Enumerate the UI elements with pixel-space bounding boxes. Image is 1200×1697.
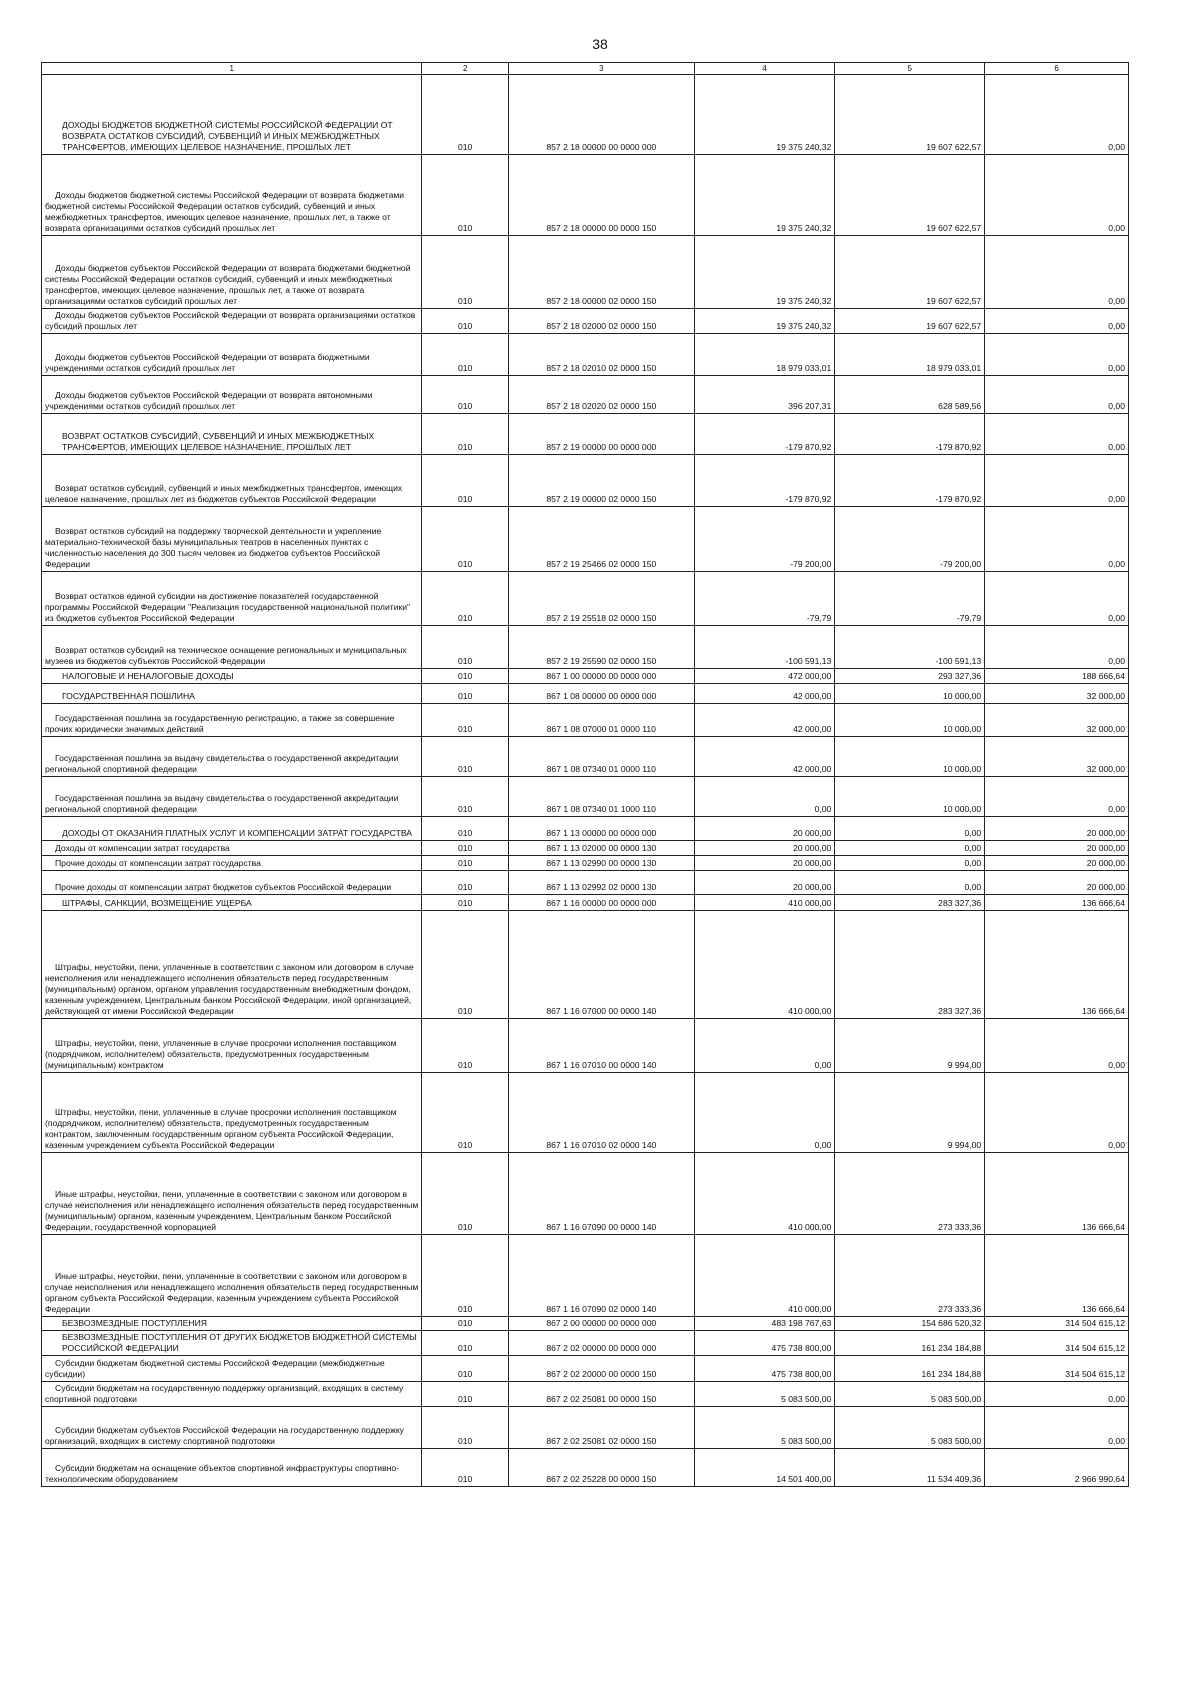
approved-amount-cell: 20 000,00: [694, 871, 835, 895]
budget-code-cell: 857 2 19 25590 02 0000 150: [509, 626, 695, 669]
header-row: [42, 63, 1129, 75]
unexecuted-amount-cell: 0,00: [985, 376, 1129, 414]
income-name-cell: Штрафы, неустойки, пени, уплаченные в случае просрочки исполнения поставщиком (подрядчиком, исполнителем) обязательств, предусмотренных государственным контрактом, заключенным государственным органом субъекта Российской Федерации, казенным учреждением субъекта Российской Федерации: [42, 1073, 422, 1153]
unexecuted-amount-cell: 32 000,00: [985, 737, 1129, 777]
table-row: [42, 626, 1129, 669]
budget-code-cell: 857 2 18 02010 02 0000 150: [509, 334, 695, 376]
approved-amount-cell: 472 000,00: [694, 669, 835, 684]
unexecuted-amount-cell: 0,00: [985, 455, 1129, 507]
line-code-cell: 010: [422, 895, 509, 911]
executed-amount-cell: 0,00: [835, 841, 985, 856]
executed-amount-cell: -179 870,92: [835, 414, 985, 455]
approved-amount-cell: 42 000,00: [694, 704, 835, 737]
executed-amount-cell: -100 591,13: [835, 626, 985, 669]
approved-amount-cell: 410 000,00: [694, 911, 835, 1019]
header-cell: 2: [422, 63, 509, 75]
approved-amount-cell: -179 870,92: [694, 414, 835, 455]
income-name-cell: ГОСУДАРСТВЕННАЯ ПОШЛИНА: [42, 684, 422, 704]
income-name-cell: Прочие доходы от компенсации затрат бюджетов субъектов Российской Федерации: [42, 871, 422, 895]
executed-amount-cell: 283 327,36: [835, 895, 985, 911]
budget-code-cell: 867 1 08 07340 01 1000 110: [509, 777, 695, 817]
approved-amount-cell: 19 375 240,32: [694, 236, 835, 309]
line-code-cell: 010: [422, 1019, 509, 1073]
budget-code-cell: 867 1 13 00000 00 0000 000: [509, 817, 695, 841]
unexecuted-amount-cell: 0,00: [985, 1407, 1129, 1449]
budget-code-cell: 867 1 13 02992 02 0000 130: [509, 871, 695, 895]
unexecuted-amount-cell: 0,00: [985, 507, 1129, 572]
budget-code-cell: 857 2 18 02000 02 0000 150: [509, 309, 695, 334]
executed-amount-cell: 11 534 409,36: [835, 1449, 985, 1487]
executed-amount-cell: 9 994,00: [835, 1073, 985, 1153]
unexecuted-amount-cell: 136 666,64: [985, 1235, 1129, 1317]
income-name-cell: Штрафы, неустойки, пени, уплаченные в соответствии с законом или договором в случае неисполнения или ненадлежащего исполнения обязательств перед государственным (муниципальным) органом, органом управления государственным внебюджетным фондом, казенным учреждением, Центральным банком Российской Федерации, иной организацией, действующей от имени Российской Федерации: [42, 911, 422, 1019]
line-code-cell: 010: [422, 704, 509, 737]
line-code-cell: 010: [422, 414, 509, 455]
line-code-cell: 010: [422, 236, 509, 309]
line-code-cell: 010: [422, 1356, 509, 1382]
line-code-cell: 010: [422, 1317, 509, 1331]
executed-amount-cell: 18 979 033,01: [835, 334, 985, 376]
approved-amount-cell: -79 200,00: [694, 507, 835, 572]
approved-amount-cell: 19 375 240,32: [694, 75, 835, 155]
table-row: [42, 817, 1129, 841]
line-code-cell: 010: [422, 777, 509, 817]
table-row: [42, 911, 1129, 1019]
income-name-cell: Доходы от компенсации затрат государства: [42, 841, 422, 856]
income-name-cell: Возврат остатков субсидий на техническое оснащение региональных и муниципальных музеев из бюджетов субъектов Российской Федерации: [42, 626, 422, 669]
table-row: [42, 684, 1129, 704]
approved-amount-cell: 483 198 767,63: [694, 1317, 835, 1331]
income-name-cell: Субсидии бюджетам субъектов Российской Федерации на государственную поддержку организаций, входящих в систему спортивной подготовки: [42, 1407, 422, 1449]
income-name-cell: Доходы бюджетов субъектов Российской Федерации от возврата бюджетами бюджетной системы Российской Федерации остатков субсидий, субвенций и иных межбюджетных трансфертов, имеющих целевое назначение, прошлых лет, а также от возврата организациями остатков субсидий прошлых лет: [42, 236, 422, 309]
unexecuted-amount-cell: 136 666,64: [985, 895, 1129, 911]
budget-code-cell: 867 1 08 07000 01 0000 110: [509, 704, 695, 737]
executed-amount-cell: -179 870,92: [835, 455, 985, 507]
executed-amount-cell: 10 000,00: [835, 777, 985, 817]
budget-code-cell: 857 2 19 25466 02 0000 150: [509, 507, 695, 572]
table-row: [42, 507, 1129, 572]
approved-amount-cell: 5 083 500,00: [694, 1382, 835, 1407]
executed-amount-cell: 273 333,36: [835, 1235, 985, 1317]
table-row: [42, 155, 1129, 236]
table-row: [42, 1317, 1129, 1331]
executed-amount-cell: 161 234 184,88: [835, 1356, 985, 1382]
line-code-cell: 010: [422, 737, 509, 777]
executed-amount-cell: 19 607 622,57: [835, 309, 985, 334]
approved-amount-cell: 0,00: [694, 777, 835, 817]
table-row: [42, 75, 1129, 155]
executed-amount-cell: 10 000,00: [835, 704, 985, 737]
income-name-cell: ДОХОДЫ ОТ ОКАЗАНИЯ ПЛАТНЫХ УСЛУГ И КОМПЕНСАЦИИ ЗАТРАТ ГОСУДАРСТВА: [42, 817, 422, 841]
budget-code-cell: 867 1 16 00000 00 0000 000: [509, 895, 695, 911]
unexecuted-amount-cell: 20 000,00: [985, 856, 1129, 871]
line-code-cell: 010: [422, 455, 509, 507]
line-code-cell: 010: [422, 911, 509, 1019]
table-row: [42, 841, 1129, 856]
executed-amount-cell: 0,00: [835, 856, 985, 871]
line-code-cell: 010: [422, 507, 509, 572]
budget-code-cell: 867 1 13 02990 00 0000 130: [509, 856, 695, 871]
table-row: [42, 1153, 1129, 1235]
income-name-cell: ШТРАФЫ, САНКЦИИ, ВОЗМЕЩЕНИЕ УЩЕРБА: [42, 895, 422, 911]
approved-amount-cell: 410 000,00: [694, 895, 835, 911]
executed-amount-cell: -79,79: [835, 572, 985, 626]
executed-amount-cell: 5 083 500,00: [835, 1382, 985, 1407]
unexecuted-amount-cell: 0,00: [985, 1073, 1129, 1153]
executed-amount-cell: 10 000,00: [835, 737, 985, 777]
executed-amount-cell: 10 000,00: [835, 684, 985, 704]
approved-amount-cell: 0,00: [694, 1019, 835, 1073]
approved-amount-cell: 20 000,00: [694, 817, 835, 841]
line-code-cell: 010: [422, 376, 509, 414]
executed-amount-cell: 9 994,00: [835, 1019, 985, 1073]
budget-code-cell: 867 2 00 00000 00 0000 000: [509, 1317, 695, 1331]
line-code-cell: 010: [422, 334, 509, 376]
executed-amount-cell: 0,00: [835, 871, 985, 895]
income-name-cell: ВОЗВРАТ ОСТАТКОВ СУБСИДИЙ, СУБВЕНЦИЙ И ИНЫХ МЕЖБЮДЖЕТНЫХ ТРАНСФЕРТОВ, ИМЕЮЩИХ ЦЕЛЕВОЕ НАЗНАЧЕНИЕ, ПРОШЛЫХ ЛЕТ: [42, 414, 422, 455]
table-row: [42, 572, 1129, 626]
table-row: [42, 871, 1129, 895]
unexecuted-amount-cell: 20 000,00: [985, 817, 1129, 841]
approved-amount-cell: 5 083 500,00: [694, 1407, 835, 1449]
table-row: [42, 334, 1129, 376]
approved-amount-cell: 19 375 240,32: [694, 155, 835, 236]
approved-amount-cell: 18 979 033,01: [694, 334, 835, 376]
header-cell: 6: [985, 63, 1129, 75]
table-row: [42, 1331, 1129, 1356]
budget-code-cell: 867 1 16 07090 00 0000 140: [509, 1153, 695, 1235]
table-row: [42, 236, 1129, 309]
budget-code-cell: 857 2 19 25518 02 0000 150: [509, 572, 695, 626]
line-code-cell: 010: [422, 626, 509, 669]
line-code-cell: 010: [422, 1073, 509, 1153]
line-code-cell: 010: [422, 871, 509, 895]
income-name-cell: Прочие доходы от компенсации затрат государства: [42, 856, 422, 871]
budget-code-cell: 867 1 00 00000 00 0000 000: [509, 669, 695, 684]
unexecuted-amount-cell: 0,00: [985, 777, 1129, 817]
line-code-cell: 010: [422, 1382, 509, 1407]
table-row: [42, 1019, 1129, 1073]
table-row: [42, 1382, 1129, 1407]
executed-amount-cell: 19 607 622,57: [835, 155, 985, 236]
budget-code-cell: 867 1 16 07000 00 0000 140: [509, 911, 695, 1019]
budget-code-cell: 867 1 16 07010 00 0000 140: [509, 1019, 695, 1073]
income-name-cell: Возврат остатков единой субсидии на достижение показателей государственной программы Российской Федерации "Реализация государственной национальной политики" из бюджетов субъектов Российской Федерации: [42, 572, 422, 626]
executed-amount-cell: 19 607 622,57: [835, 75, 985, 155]
line-code-cell: 010: [422, 669, 509, 684]
approved-amount-cell: 0,00: [694, 1073, 835, 1153]
income-name-cell: Возврат остатков субсидий, субвенций и иных межбюджетных трансфертов, имеющих целевое назначение, прошлых лет из бюджетов субъектов Российской Федерации: [42, 455, 422, 507]
approved-amount-cell: 475 738 800,00: [694, 1356, 835, 1382]
approved-amount-cell: -179 870,92: [694, 455, 835, 507]
executed-amount-cell: 0,00: [835, 817, 985, 841]
budget-code-cell: 867 2 02 25081 00 0000 150: [509, 1382, 695, 1407]
approved-amount-cell: -100 591,13: [694, 626, 835, 669]
executed-amount-cell: 161 234 184,88: [835, 1331, 985, 1356]
table-row: [42, 737, 1129, 777]
income-name-cell: ДОХОДЫ БЮДЖЕТОВ БЮДЖЕТНОЙ СИСТЕМЫ РОССИЙСКОЙ ФЕДЕРАЦИИ ОТ ВОЗВРАТА ОСТАТКОВ СУБСИДИЙ, СУБВЕНЦИЙ И ИНЫХ МЕЖБЮДЖЕТНЫХ ТРАНСФЕРТОВ, ИМЕЮЩИХ ЦЕЛЕВОЕ НАЗНАЧЕНИЕ, ПРОШЛЫХ ЛЕТ: [42, 75, 422, 155]
income-name-cell: Субсидии бюджетам бюджетной системы Российской Федерации (межбюджетные субсидии): [42, 1356, 422, 1382]
income-name-cell: Государственная пошлина за выдачу свидетельства о государственной аккредитации региональной спортивной федерации: [42, 777, 422, 817]
budget-table: [41, 62, 1129, 1487]
table-row: [42, 376, 1129, 414]
unexecuted-amount-cell: 314 504 615,12: [985, 1317, 1129, 1331]
income-name-cell: Иные штрафы, неустойки, пени, уплаченные в соответствии с законом или договором в случае неисполнения или ненадлежащего исполнения обязательств перед государственным органом субъекта Российской Федерации, казенным учреждением субъекта Российской Федерации: [42, 1235, 422, 1317]
approved-amount-cell: 475 738 800,00: [694, 1331, 835, 1356]
table-row: [42, 704, 1129, 737]
table-row: [42, 895, 1129, 911]
income-name-cell: Субсидии бюджетам на государственную поддержку организаций, входящих в систему спортивной подготовки: [42, 1382, 422, 1407]
unexecuted-amount-cell: 2 966 990,64: [985, 1449, 1129, 1487]
line-code-cell: 010: [422, 856, 509, 871]
unexecuted-amount-cell: 32 000,00: [985, 704, 1129, 737]
income-name-cell: Доходы бюджетов субъектов Российской Федерации от возврата бюджетными учреждениями остатков субсидий прошлых лет: [42, 334, 422, 376]
budget-code-cell: 867 1 16 07010 02 0000 140: [509, 1073, 695, 1153]
table-row: [42, 669, 1129, 684]
approved-amount-cell: -79,79: [694, 572, 835, 626]
income-name-cell: НАЛОГОВЫЕ И НЕНАЛОГОВЫЕ ДОХОДЫ: [42, 669, 422, 684]
executed-amount-cell: 273 333,36: [835, 1153, 985, 1235]
unexecuted-amount-cell: 0,00: [985, 572, 1129, 626]
unexecuted-amount-cell: 0,00: [985, 1019, 1129, 1073]
approved-amount-cell: 19 375 240,32: [694, 309, 835, 334]
income-name-cell: Возврат остатков субсидий на поддержку творческой деятельности и укрепление материально-технической базы муниципальных театров в населенных пунктах с численностью населения до 300 тысяч человек из бюджетов субъектов Российской Федерации: [42, 507, 422, 572]
executed-amount-cell: 5 083 500,00: [835, 1407, 985, 1449]
income-name-cell: Иные штрафы, неустойки, пени, уплаченные в соответствии с законом или договором в случае неисполнения или ненадлежащего исполнения обязательств перед государственным (муниципальным) органом, казенным учреждением, Центральным банком Российской Федерации, государственной корпорацией: [42, 1153, 422, 1235]
unexecuted-amount-cell: 136 666,64: [985, 911, 1129, 1019]
budget-code-cell: 867 1 08 07340 01 0000 110: [509, 737, 695, 777]
budget-code-cell: 857 2 18 00000 00 0000 000: [509, 75, 695, 155]
budget-code-cell: 857 2 18 00000 02 0000 150: [509, 236, 695, 309]
income-name-cell: Доходы бюджетов бюджетной системы Российской Федерации от возврата бюджетами бюджетной системы Российской Федерации остатков субсидий, субвенций и иных межбюджетных трансфертов, имеющих целевое назначение, прошлых лет, а также от возврата организациями остатков субсидий прошлых лет: [42, 155, 422, 236]
budget-code-cell: 867 1 08 00000 00 0000 000: [509, 684, 695, 704]
approved-amount-cell: 42 000,00: [694, 684, 835, 704]
header-cell: 1: [42, 63, 422, 75]
executed-amount-cell: 154 686 520,32: [835, 1317, 985, 1331]
budget-code-cell: 867 2 02 25228 00 0000 150: [509, 1449, 695, 1487]
approved-amount-cell: 20 000,00: [694, 856, 835, 871]
income-name-cell: Штрафы, неустойки, пени, уплаченные в случае просрочки исполнения поставщиком (подрядчиком, исполнителем) обязательств, предусмотренных государственным (муниципальным) контрактом: [42, 1019, 422, 1073]
unexecuted-amount-cell: 136 666,64: [985, 1153, 1129, 1235]
budget-code-cell: 857 2 19 00000 00 0000 000: [509, 414, 695, 455]
unexecuted-amount-cell: 32 000,00: [985, 684, 1129, 704]
table-row: [42, 1449, 1129, 1487]
budget-code-cell: 857 2 18 02020 02 0000 150: [509, 376, 695, 414]
approved-amount-cell: 20 000,00: [694, 841, 835, 856]
approved-amount-cell: 396 207,31: [694, 376, 835, 414]
unexecuted-amount-cell: 20 000,00: [985, 871, 1129, 895]
budget-code-cell: 867 2 02 00000 00 0000 000: [509, 1331, 695, 1356]
unexecuted-amount-cell: 0,00: [985, 236, 1129, 309]
approved-amount-cell: 410 000,00: [694, 1235, 835, 1317]
budget-code-cell: 857 2 18 00000 00 0000 150: [509, 155, 695, 236]
unexecuted-amount-cell: 0,00: [985, 75, 1129, 155]
income-name-cell: Субсидии бюджетам на оснащение объектов спортивной инфраструктуры спортивно-технологическим оборудованием: [42, 1449, 422, 1487]
unexecuted-amount-cell: 188 666,64: [985, 669, 1129, 684]
table-row: [42, 1073, 1129, 1153]
page-number: 38: [592, 36, 608, 52]
table-row: [42, 455, 1129, 507]
table-row: [42, 1235, 1129, 1317]
income-name-cell: БЕЗВОЗМЕЗДНЫЕ ПОСТУПЛЕНИЯ ОТ ДРУГИХ БЮДЖЕТОВ БЮДЖЕТНОЙ СИСТЕМЫ РОССИЙСКОЙ ФЕДЕРАЦИИ: [42, 1331, 422, 1356]
income-name-cell: Доходы бюджетов субъектов Российской Федерации от возврата организациями остатков субсидий прошлых лет: [42, 309, 422, 334]
unexecuted-amount-cell: 20 000,00: [985, 841, 1129, 856]
unexecuted-amount-cell: 0,00: [985, 414, 1129, 455]
unexecuted-amount-cell: 0,00: [985, 334, 1129, 376]
approved-amount-cell: 42 000,00: [694, 737, 835, 777]
income-name-cell: Доходы бюджетов субъектов Российской Федерации от возврата автономными учреждениями остатков субсидий прошлых лет: [42, 376, 422, 414]
header-cell: 4: [694, 63, 835, 75]
table-row: [42, 777, 1129, 817]
income-name-cell: БЕЗВОЗМЕЗДНЫЕ ПОСТУПЛЕНИЯ: [42, 1317, 422, 1331]
table-row: [42, 1407, 1129, 1449]
budget-code-cell: 867 1 16 07090 02 0000 140: [509, 1235, 695, 1317]
table-body: [42, 75, 1129, 1487]
table-row: [42, 414, 1129, 455]
line-code-cell: 010: [422, 1407, 509, 1449]
unexecuted-amount-cell: 0,00: [985, 1382, 1129, 1407]
line-code-cell: 010: [422, 155, 509, 236]
unexecuted-amount-cell: 314 504 615,12: [985, 1331, 1129, 1356]
executed-amount-cell: 293 327,36: [835, 669, 985, 684]
unexecuted-amount-cell: 0,00: [985, 626, 1129, 669]
unexecuted-amount-cell: 314 504 615,12: [985, 1356, 1129, 1382]
unexecuted-amount-cell: 0,00: [985, 309, 1129, 334]
line-code-cell: 010: [422, 684, 509, 704]
header-cell: 5: [835, 63, 985, 75]
line-code-cell: 010: [422, 75, 509, 155]
approved-amount-cell: 410 000,00: [694, 1153, 835, 1235]
table-row: [42, 856, 1129, 871]
budget-code-cell: 857 2 19 00000 02 0000 150: [509, 455, 695, 507]
table-row: [42, 1356, 1129, 1382]
executed-amount-cell: -79 200,00: [835, 507, 985, 572]
income-name-cell: Государственная пошлина за государственную регистрацию, а также за совершение прочих юридически значимых действий: [42, 704, 422, 737]
line-code-cell: 010: [422, 817, 509, 841]
line-code-cell: 010: [422, 1449, 509, 1487]
line-code-cell: 010: [422, 309, 509, 334]
budget-code-cell: 867 2 02 25081 02 0000 150: [509, 1407, 695, 1449]
line-code-cell: 010: [422, 1331, 509, 1356]
income-name-cell: Государственная пошлина за выдачу свидетельства о государственной аккредитации региональной спортивной федерации: [42, 737, 422, 777]
budget-code-cell: 867 1 13 02000 00 0000 130: [509, 841, 695, 856]
executed-amount-cell: 283 327,36: [835, 911, 985, 1019]
executed-amount-cell: 19 607 622,57: [835, 236, 985, 309]
executed-amount-cell: 628 589,56: [835, 376, 985, 414]
line-code-cell: 010: [422, 572, 509, 626]
line-code-cell: 010: [422, 1153, 509, 1235]
line-code-cell: 010: [422, 841, 509, 856]
budget-code-cell: 867 2 02 20000 00 0000 150: [509, 1356, 695, 1382]
line-code-cell: 010: [422, 1235, 509, 1317]
approved-amount-cell: 14 501 400,00: [694, 1449, 835, 1487]
table-row: [42, 309, 1129, 334]
unexecuted-amount-cell: 0,00: [985, 155, 1129, 236]
header-cell: 3: [509, 63, 695, 75]
